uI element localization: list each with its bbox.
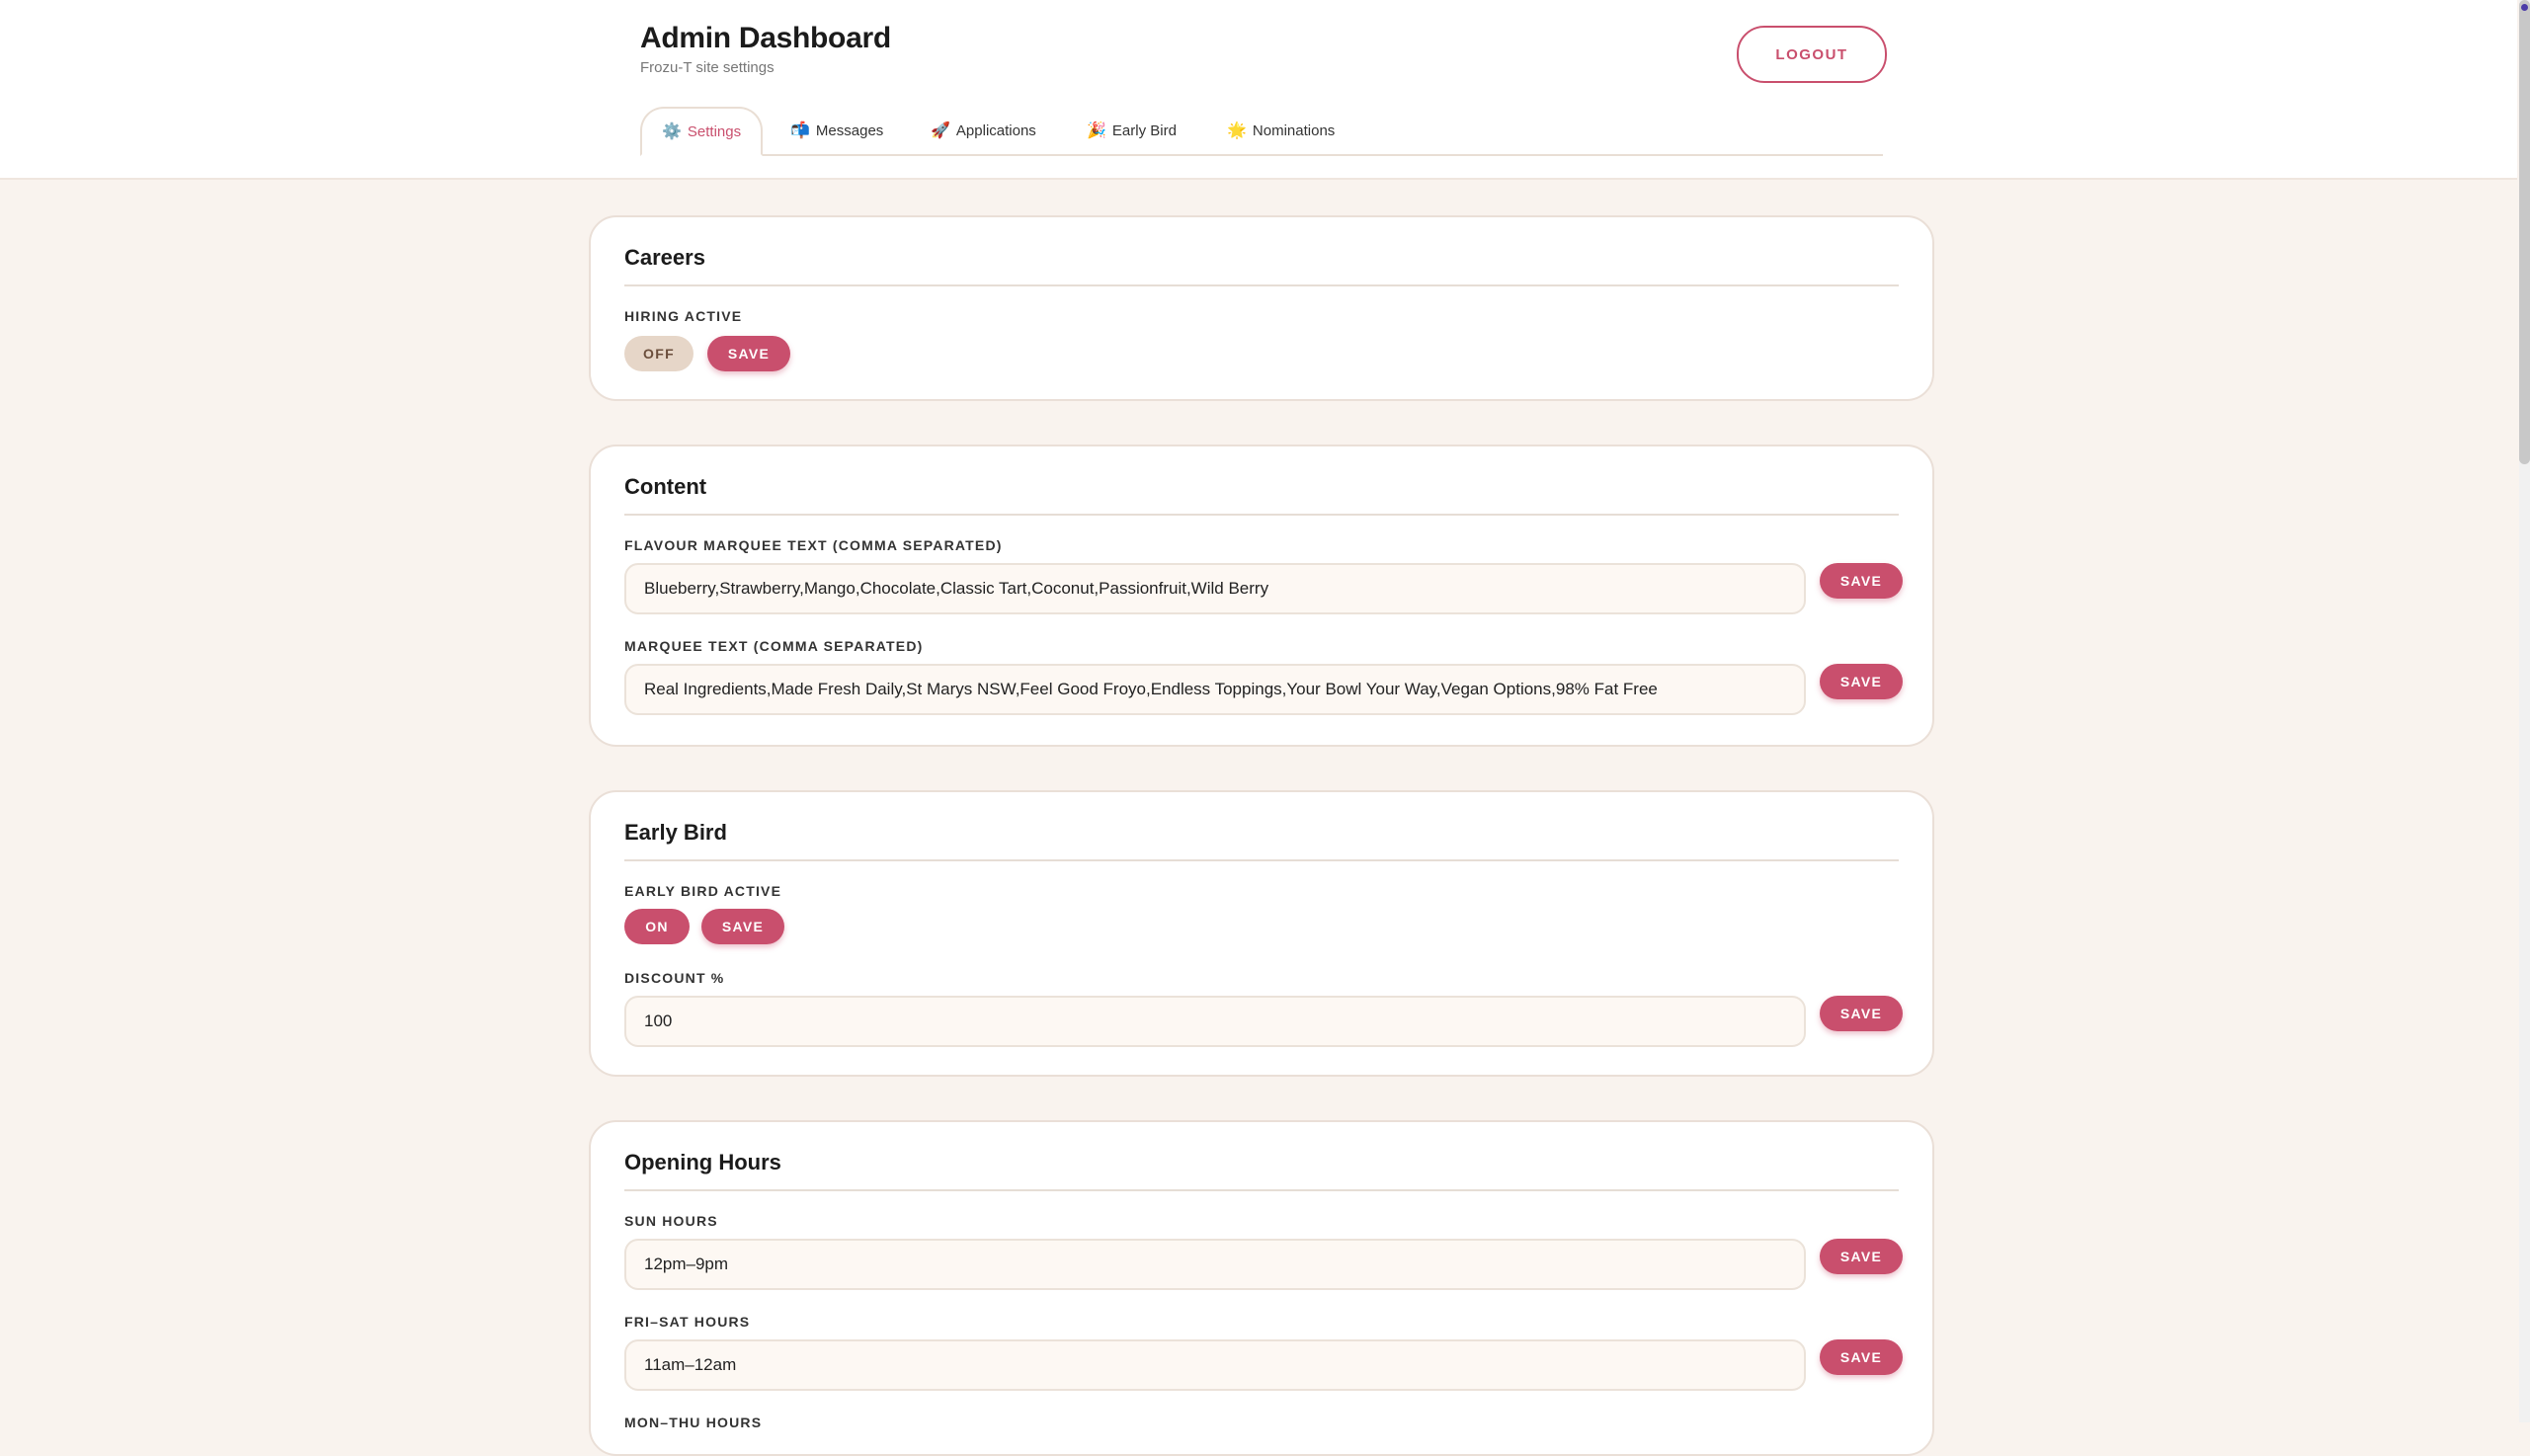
discount-save-button[interactable]: SAVE xyxy=(1820,996,1903,1031)
page-subtitle: Frozu-T site settings xyxy=(640,59,775,76)
logout-button[interactable]: LOGOUT xyxy=(1737,26,1887,83)
content-title: Content xyxy=(624,474,707,499)
flavour-save-button[interactable]: SAVE xyxy=(1820,563,1903,599)
tab-settings[interactable] xyxy=(640,107,763,156)
fri-sat-hours-save-button[interactable]: SAVE xyxy=(1820,1339,1903,1375)
opening-hours-card xyxy=(589,1120,1934,1456)
careers-card xyxy=(589,215,1934,401)
tab-label: Applications xyxy=(955,121,1036,139)
scrollbar-thumb[interactable] xyxy=(2519,0,2530,464)
divider xyxy=(624,859,1899,861)
sun-hours-input[interactable]: 12pm–9pm xyxy=(624,1239,1806,1290)
tab-label: Early Bird xyxy=(1111,121,1177,139)
content-card xyxy=(589,445,1934,747)
discount-input[interactable]: 100 xyxy=(624,996,1806,1047)
marquee-save-button[interactable]: SAVE xyxy=(1820,664,1903,699)
fri-sat-hours-label: FRI–SAT HOURS xyxy=(624,1314,751,1330)
mailbox-icon: 📬 xyxy=(790,122,810,139)
careers-title: Careers xyxy=(624,245,705,270)
divider xyxy=(624,514,1899,516)
hiring-active-toggle[interactable]: OFF xyxy=(624,336,694,371)
fri-sat-hours-input[interactable]: 11am–12am xyxy=(624,1339,1806,1391)
discount-label: DISCOUNT % xyxy=(624,970,725,986)
tab-nominations[interactable] xyxy=(1227,107,1335,154)
divider xyxy=(624,1189,1899,1191)
hiring-save-button[interactable]: SAVE xyxy=(707,336,790,371)
marquee-text-input[interactable]: Real Ingredients,Made Fresh Daily,St Marys NSW,Feel Good Froyo,Endless Toppings,Your Bowl Your Way,Vegan Options,98% Fat Free xyxy=(624,664,1806,715)
sun-hours-label: SUN HOURS xyxy=(624,1213,718,1229)
party-popper-icon: 🎉 xyxy=(1087,122,1106,139)
tab-bar xyxy=(640,107,1883,156)
rocket-icon: 🚀 xyxy=(931,122,950,139)
star-icon: 🌟 xyxy=(1227,122,1247,139)
page-title: Admin Dashboard xyxy=(640,22,891,54)
early-bird-active-toggle[interactable]: ON xyxy=(624,909,690,944)
tab-label: Messages xyxy=(815,121,884,139)
hiring-active-label: HIRING ACTIVE xyxy=(624,308,743,324)
early-bird-title: Early Bird xyxy=(624,820,727,845)
early-bird-active-save-button[interactable]: SAVE xyxy=(701,909,784,944)
flavour-marquee-label: FLAVOUR MARQUEE TEXT (COMMA SEPARATED) xyxy=(624,537,1003,553)
divider xyxy=(624,284,1899,286)
sun-hours-save-button[interactable]: SAVE xyxy=(1820,1239,1903,1274)
tab-applications[interactable] xyxy=(931,107,1036,154)
early-bird-active-label: EARLY BIRD ACTIVE xyxy=(624,883,782,899)
early-bird-card xyxy=(589,790,1934,1077)
opening-hours-title: Opening Hours xyxy=(624,1150,781,1174)
mon-thu-hours-label: MON–THU HOURS xyxy=(624,1415,763,1430)
tab-label: Nominations xyxy=(1252,121,1336,139)
tab-messages[interactable] xyxy=(790,107,883,154)
indicator-dot xyxy=(2521,4,2528,11)
top-header xyxy=(0,0,2517,180)
flavour-marquee-input[interactable]: Blueberry,Strawberry,Mango,Chocolate,Classic Tart,Coconut,Passionfruit,Wild Berry xyxy=(624,563,1806,614)
gear-icon: ⚙️ xyxy=(662,123,682,140)
tab-label: Settings xyxy=(687,122,742,140)
tab-early-bird[interactable] xyxy=(1087,107,1177,154)
marquee-text-label: MARQUEE TEXT (COMMA SEPARATED) xyxy=(624,638,924,654)
